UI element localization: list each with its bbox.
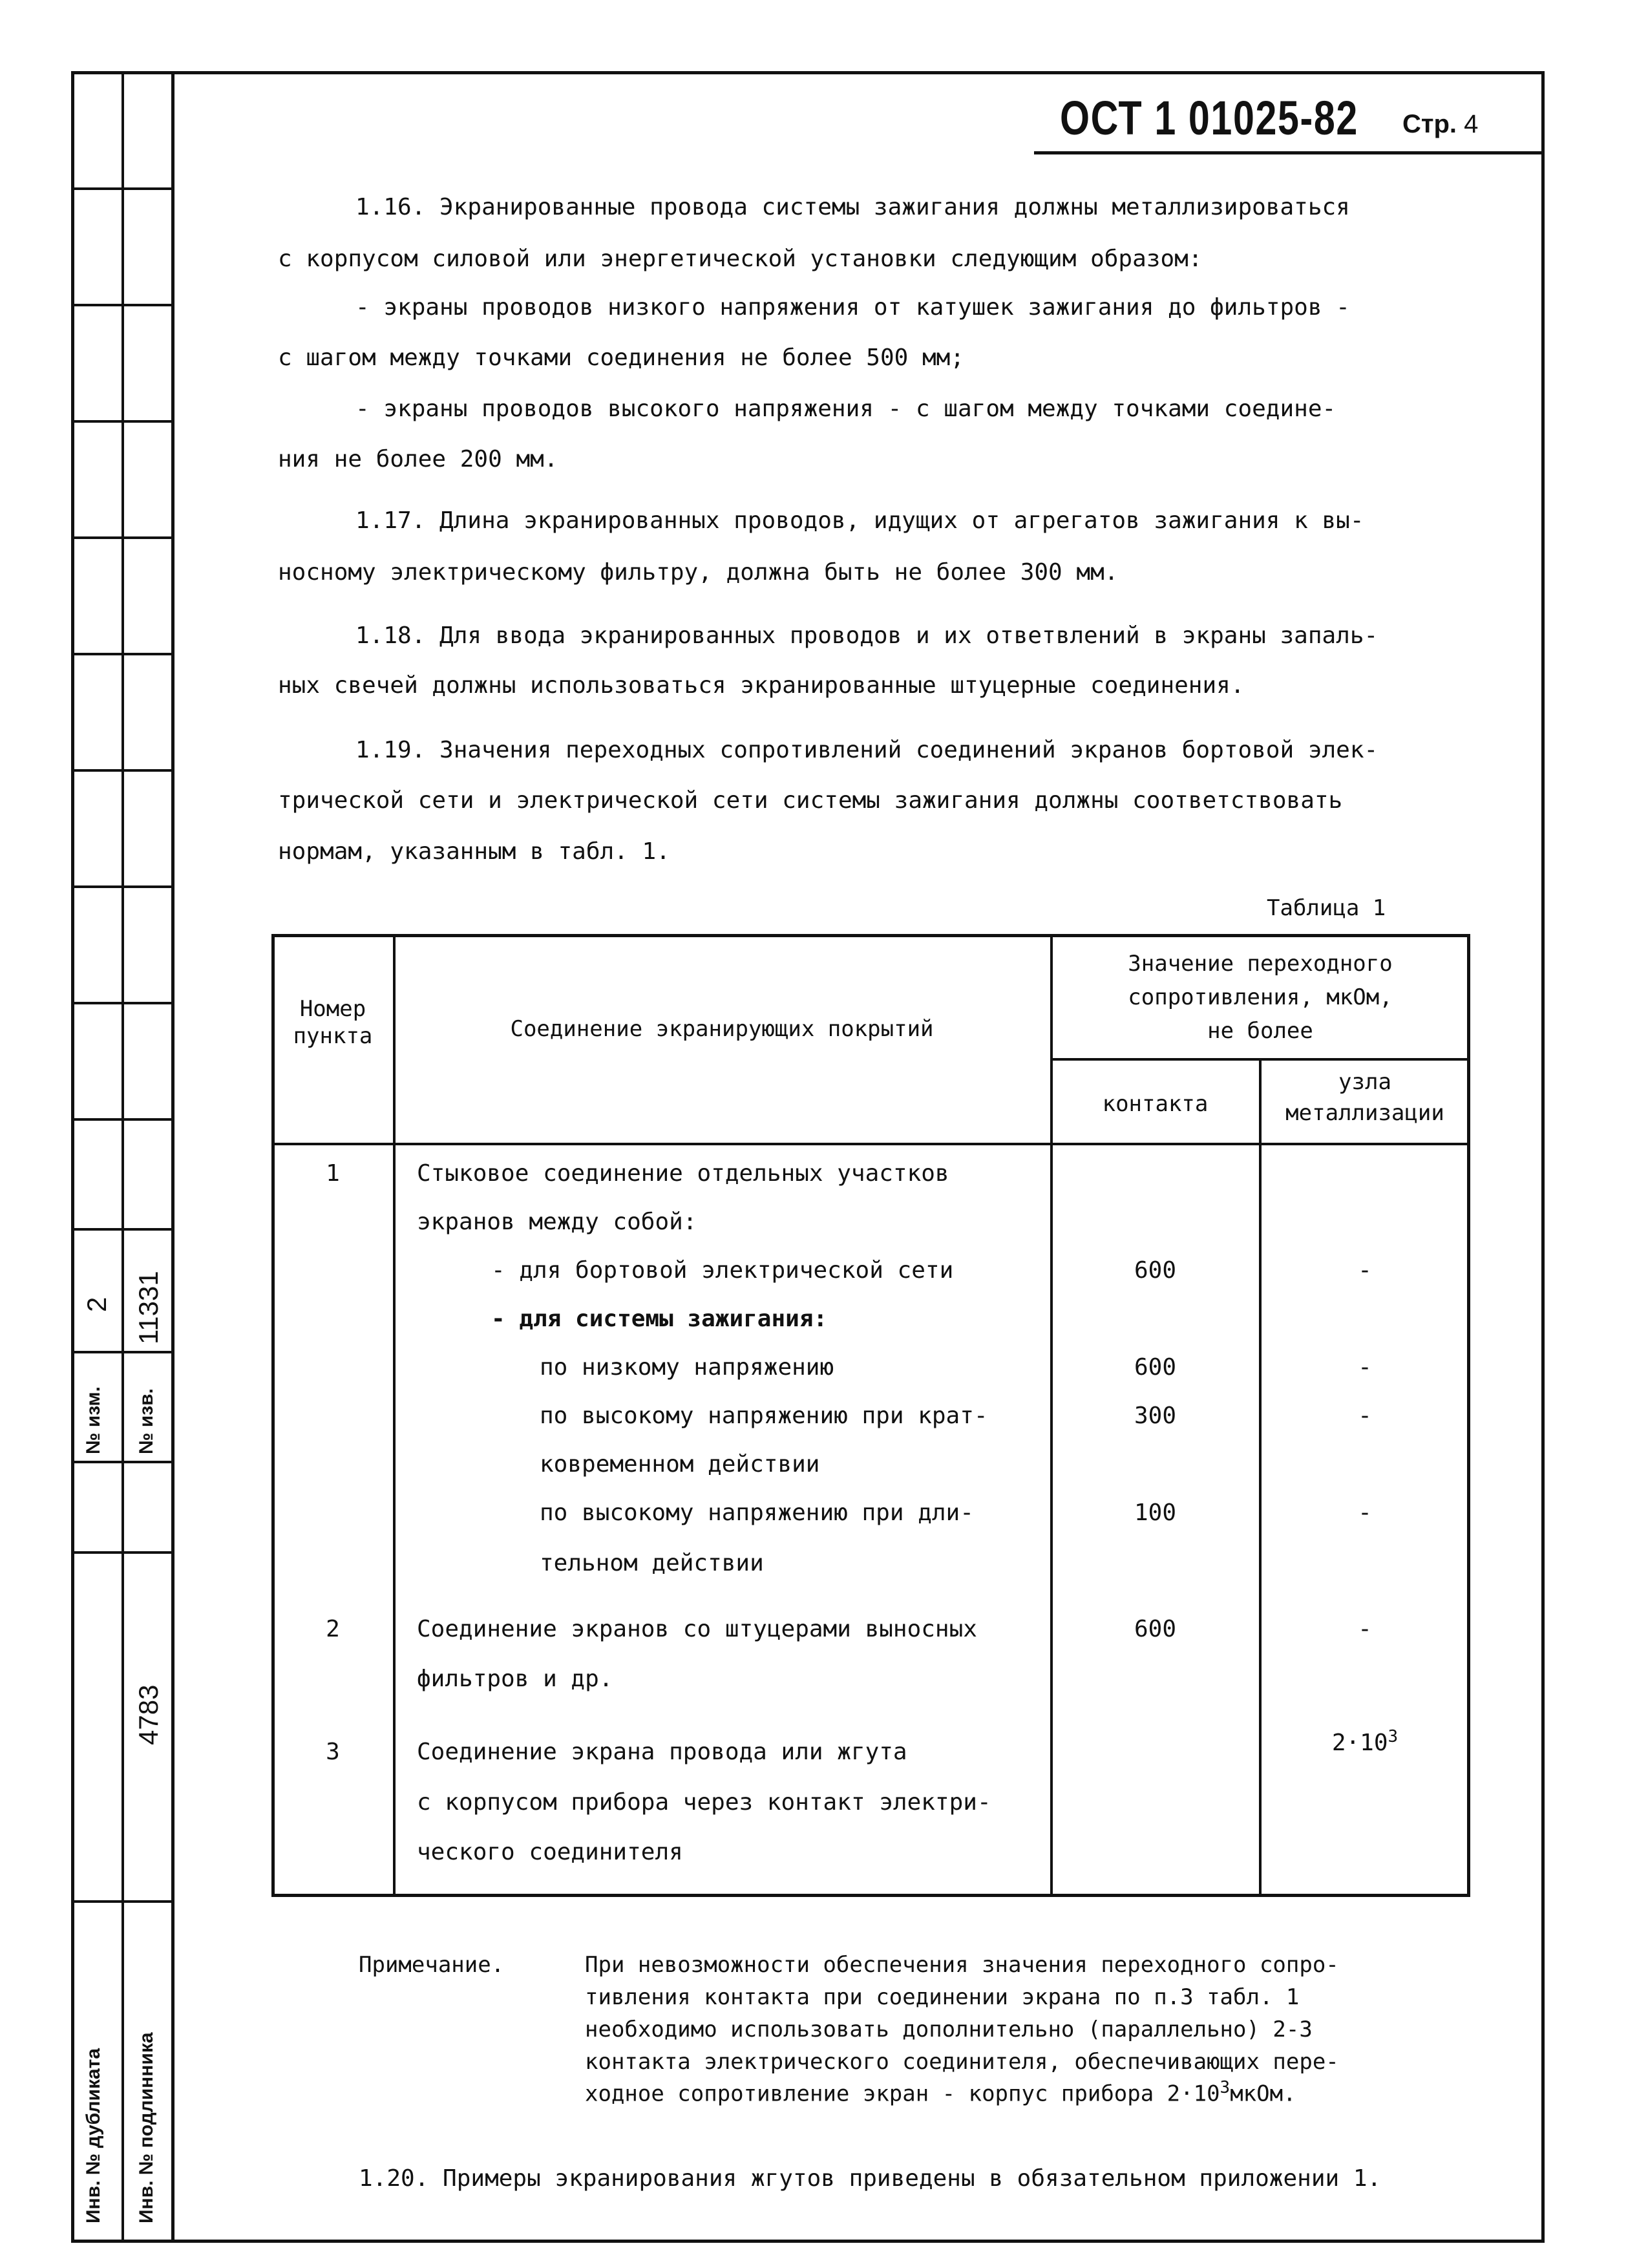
side-strip-inner [124, 71, 174, 2243]
row-text: по низкому напряжению [540, 1354, 834, 1381]
para-1-18-line: 1.18. Для ввода экранированных проводов и их ответвлений в экраны запаль- [355, 622, 1379, 649]
table-row-divider [271, 1143, 1470, 1145]
registration-number: 4783 [133, 1684, 164, 1745]
row-text: тельном действии [540, 1550, 764, 1576]
change-number-label: № изм. [83, 1386, 104, 1454]
para-1-17-line: 1.17. Длина экранированных проводов, идущих от агрегатов зажигания к вы- [355, 507, 1364, 534]
row-text: - для бортовой электрической сети [491, 1257, 954, 1284]
para-1-19-line: нормам, указанным в табл. 1. [278, 838, 670, 865]
strip-divider [71, 1351, 174, 1353]
row-text: ковременном действии [540, 1451, 820, 1478]
para-1-20: 1.20. Примеры экранирования жгутов приведены в обязательном приложении 1. [359, 2165, 1382, 2192]
note-line: тивления контакта при соединении экрана по п.3 табл. 1 [585, 1984, 1300, 2010]
row-contact: 600 [1134, 1616, 1177, 1642]
row-contact: 600 [1134, 1257, 1177, 1284]
row-text: фильтров и др. [417, 1666, 613, 1692]
row-node: - [1358, 1616, 1372, 1642]
row-text: с корпусом прибора через контакт электри- [417, 1789, 991, 1816]
para-1-16-line: - экраны проводов низкого напряжения от катушек зажигания до фильтров - [355, 294, 1350, 321]
para-1-16-line: с корпусом силовой или энергетической установки следующим образом: [278, 246, 1203, 272]
note-line: контакта электрического соединителя, обеспечивающих пере- [585, 2049, 1339, 2075]
strip-divider [71, 304, 174, 306]
strip-divider [71, 769, 174, 772]
row-text: Стыковое соединение отдельных участков [417, 1160, 949, 1187]
table-col-divider [1259, 1058, 1262, 1897]
row-contact: 300 [1134, 1403, 1177, 1429]
strip-divider [71, 653, 174, 655]
para-1-17-line: носному электрическому фильтру, должна быть не более 300 мм. [278, 559, 1119, 586]
para-1-16-line: ния не более 200 мм. [278, 446, 558, 472]
header-underline [1034, 151, 1545, 154]
row-contact: 100 [1134, 1500, 1177, 1526]
row-text: по высокому напряжению при дли- [540, 1500, 974, 1526]
row-node: - [1358, 1403, 1372, 1429]
strip-divider [71, 1228, 174, 1231]
row-number: 3 [326, 1739, 340, 1765]
para-1-19-line: трической сети и электрической сети системы зажигания должны соответствовать [278, 787, 1343, 814]
page-indicator: Стр. 4 [1402, 110, 1479, 138]
side-strip-outer [71, 71, 124, 2243]
row-text: по высокому напряжению при крат- [540, 1403, 988, 1429]
original-inv-label: Инв. № подлинника [136, 2032, 157, 2223]
strip-divider [71, 420, 174, 423]
table-col-divider [1050, 934, 1053, 1897]
document-code: ОСТ 1 01025-82 [1060, 91, 1358, 145]
row-text: Соединение экрана провода или жгута [417, 1739, 907, 1765]
row-node: $2\cdot 10^3$ [1331, 1727, 1399, 1756]
row-text: ческого соединителя [417, 1839, 683, 1865]
para-1-18-line: ных свечей должны использоваться экранированные штуцерные соединения. [278, 672, 1245, 699]
change-number-value: 2 [81, 1297, 112, 1312]
strip-divider [71, 1461, 174, 1463]
note-label: Примечание. [359, 1952, 505, 1978]
strip-divider [71, 1002, 174, 1004]
row-text: экранов между собой: [417, 1209, 697, 1235]
table-row-divider [1050, 1058, 1470, 1061]
row-node: - [1358, 1500, 1372, 1526]
inv-number-value: 11331 [133, 1271, 164, 1344]
strip-divider [71, 1900, 174, 1903]
row-text: Соединение экранов со штуцерами выносных [417, 1616, 977, 1642]
strip-divider [71, 1551, 174, 1554]
header-resistance: Значение переходного сопротивления, мкОм, не более [1128, 951, 1393, 1044]
strip-divider [71, 187, 174, 190]
row-number: 1 [326, 1160, 340, 1187]
row-text: - для системы зажигания: [491, 1306, 828, 1332]
para-1-19-line: 1.19. Значения переходных сопротивлений соединений экранов бортовой элек- [355, 737, 1379, 763]
para-1-16-line: 1.16. Экранированные провода системы зажигания должны металлизироваться [355, 194, 1350, 220]
note-line: ходное сопротивление экран - корпус прибора $2\cdot 10^3мкОм$. [585, 2078, 1296, 2107]
row-node: - [1358, 1257, 1372, 1284]
row-number: 2 [326, 1616, 340, 1642]
para-1-16-line: - экраны проводов высокого напряжения - с шагом между точками соедине- [355, 396, 1336, 422]
header-contact: контакта [1102, 1091, 1209, 1117]
para-1-16-line: с шагом между точками соединения не более 500 мм; [278, 344, 965, 371]
row-contact: 600 [1134, 1354, 1177, 1381]
header-number: Номер пункта [293, 996, 373, 1049]
note-line: необходимо использовать дополнительно (параллельно) 2-3 [585, 2017, 1313, 2042]
strip-divider [71, 536, 174, 539]
duplicate-inv-label: Инв. № дубликата [83, 2048, 104, 2223]
strip-divider [71, 1118, 174, 1121]
header-connection: Соединение экранирующих покрытий [510, 1016, 934, 1042]
table-caption: Таблица 1 [1267, 895, 1386, 921]
strip-divider [71, 885, 174, 888]
inv-number-label: № изв. [136, 1388, 157, 1454]
header-node: узла металлизации [1285, 1069, 1444, 1126]
row-node: - [1358, 1354, 1372, 1381]
note-line: При невозможности обеспечения значения переходного сопро- [585, 1952, 1339, 1978]
table-col-divider [393, 934, 396, 1897]
